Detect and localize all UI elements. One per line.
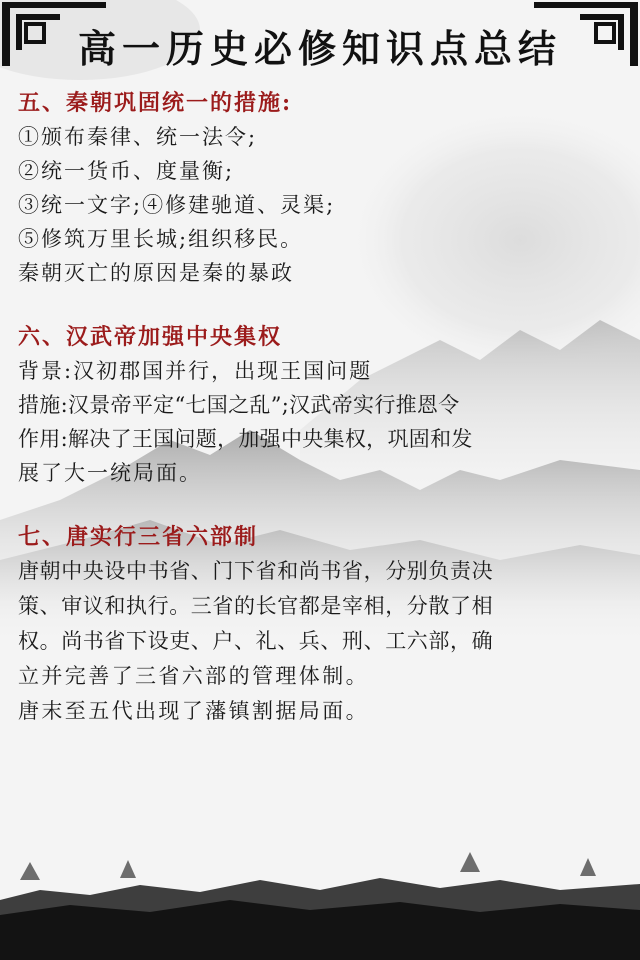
text-line: 背景:汉初郡国并行，出现王国问题 (18, 359, 373, 383)
text-line: 作用:解决了王国问题，加强中央集权，巩固和发 (18, 427, 473, 451)
section-heading: 七、唐实行三省六部制 (18, 524, 259, 550)
section-tang (18, 520, 630, 729)
section-heading: 五、秦朝巩固统一的措施: (18, 90, 293, 116)
text-line: 措施:汉景帝平定“七国之乱”;汉武帝实行推恩令 (18, 393, 460, 417)
text-line: ①颁布秦律、统一法令; (18, 125, 258, 149)
text-line: 立并完善了三省六部的管理体制。 (18, 664, 369, 688)
text-line: 秦朝灭亡的原因是秦的暴政 (18, 261, 294, 285)
text-line: ②统一货币、度量衡; (18, 159, 235, 183)
text-line: ③统一文字;④修建驰道、灵渠; (18, 193, 336, 217)
text-line: 唐末至五代出现了藩镇割据局面。 (18, 699, 369, 723)
content (18, 86, 630, 759)
text-line: 唐朝中央设中书省、门下省和尚书省，分别负责决 (18, 559, 494, 583)
text-line: ⑤修筑万里长城;组织移民。 (18, 227, 304, 251)
section-heading: 六、汉武帝加强中央集权 (18, 324, 283, 350)
text-line: 策、审议和执行。三省的长官都是宰相，分散了相 (18, 594, 494, 618)
section-qin (18, 86, 630, 290)
text-line: 展了大一统局面。 (18, 461, 202, 485)
text-line: 权。尚书省下设吏、户、礼、兵、刑、工六部，确 (18, 629, 494, 653)
paragraph (18, 554, 630, 729)
section-han (18, 320, 630, 490)
page-title: 高一历史必修知识点总结 (77, 26, 562, 71)
